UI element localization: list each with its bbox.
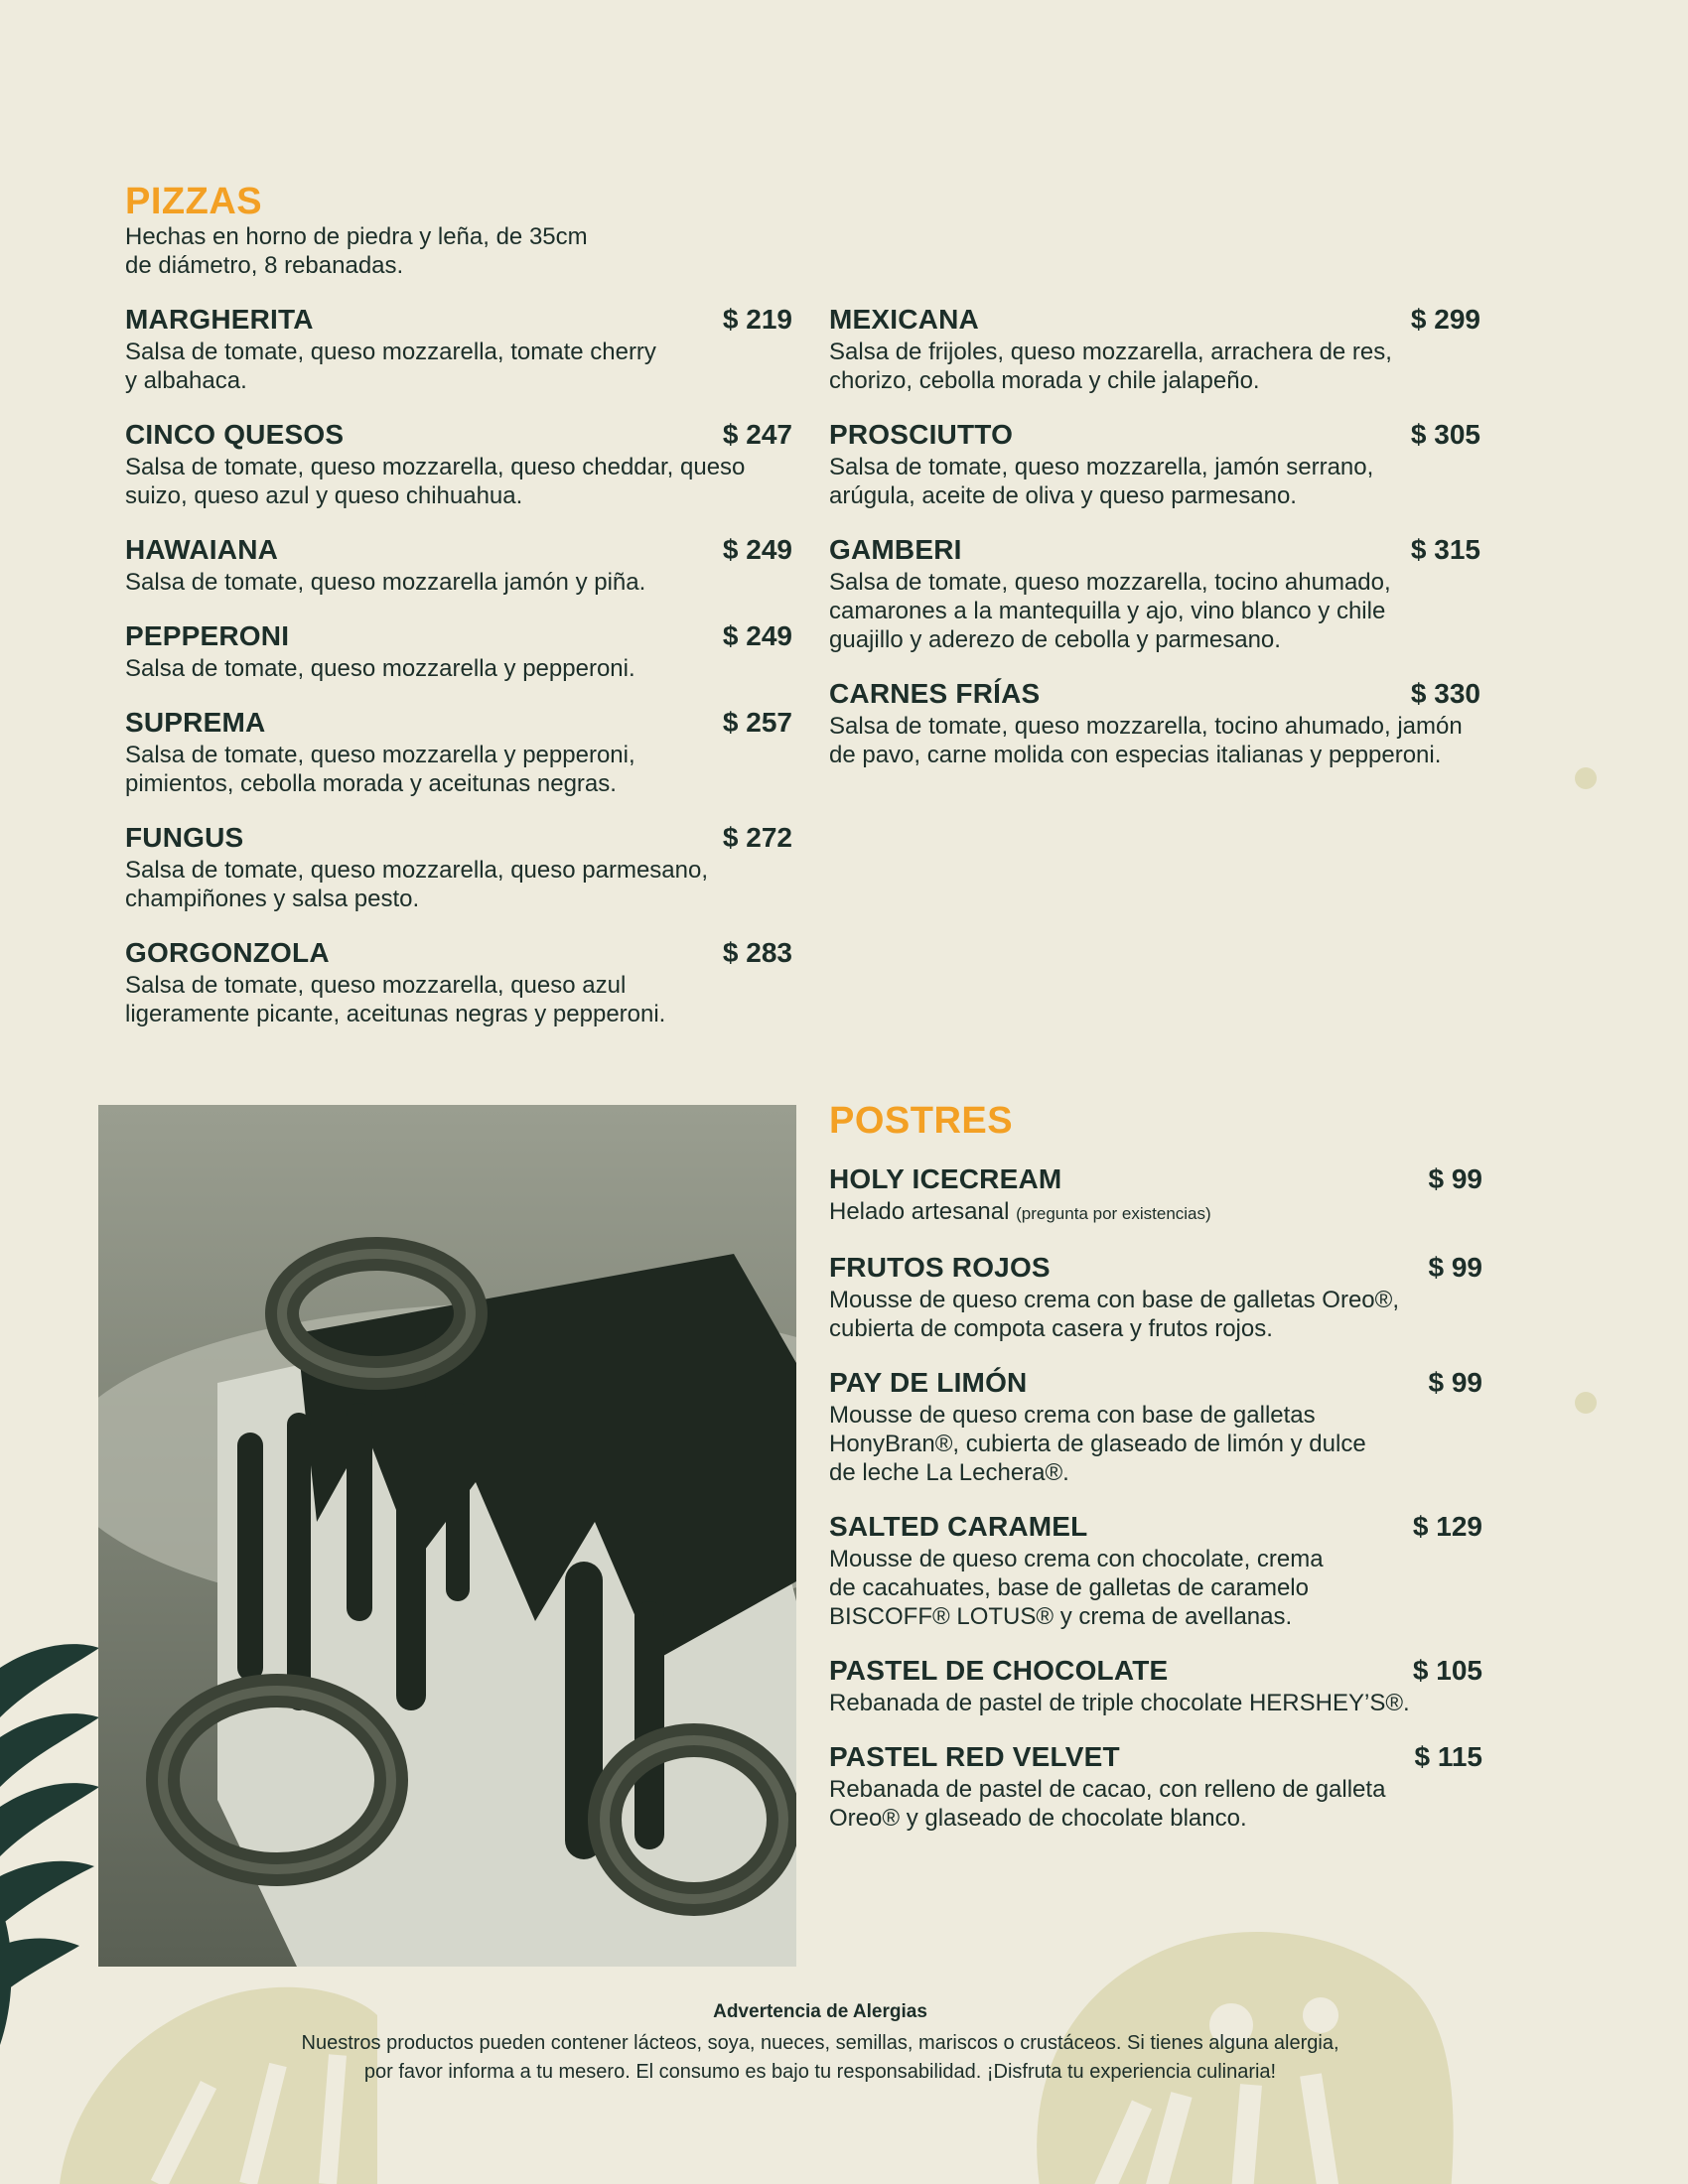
desc-line: pimientos, cebolla morada y aceitunas negras.: [125, 770, 617, 797]
item-price: $ 315: [1410, 534, 1480, 565]
item-price: $ 330: [1410, 678, 1480, 709]
item-desc: [125, 856, 792, 913]
item-price: $ 219: [722, 304, 792, 335]
item-price: $ 249: [722, 534, 792, 565]
item-price: $ 99: [1428, 1367, 1482, 1398]
desc-line: de cacahuates, base de galletas de caramelo: [829, 1574, 1309, 1601]
desc-line: camarones a la mantequilla y ajo, vino blanco y chile: [829, 598, 1386, 624]
menu-item: [829, 1655, 1482, 1717]
desc-line: Salsa de tomate, queso mozzarella jamón y piña.: [125, 569, 646, 596]
item-note: (pregunta por existencias): [1016, 1204, 1211, 1223]
item-name: FUNGUS: [125, 822, 244, 853]
item-name: SALTED CARAMEL: [829, 1511, 1088, 1542]
menu-item: [829, 1163, 1482, 1228]
menu-item: [125, 304, 792, 395]
item-name: MEXICANA: [829, 304, 979, 335]
menu-item: [125, 707, 792, 798]
desc-line: Salsa de tomate, queso mozzarella y pepperoni.: [125, 655, 635, 682]
menu-item: [829, 1741, 1482, 1833]
pizzas-intro: [125, 222, 588, 280]
allergy-title: Advertencia de Alergias: [713, 2001, 927, 2022]
desc-line: de leche La Lechera®.: [829, 1459, 1069, 1486]
desc-line: ligeramente picante, aceitunas negras y pepperoni.: [125, 1001, 666, 1027]
item-desc: [829, 1197, 1482, 1228]
item-desc: [829, 568, 1500, 654]
intro-line: Hechas en horno de piedra y leña, de 35cm: [125, 223, 588, 250]
item-desc: [829, 338, 1500, 395]
desc-line: Oreo® y glaseado de chocolate blanco.: [829, 1805, 1247, 1832]
item-desc: [829, 1286, 1482, 1343]
pizzas-left-column: [125, 304, 792, 1052]
item-desc: [125, 971, 792, 1028]
menu-item: [125, 419, 792, 510]
menu-item: [829, 1511, 1482, 1631]
item-price: $ 99: [1428, 1163, 1482, 1194]
item-desc: [125, 568, 792, 597]
item-desc: [829, 1545, 1482, 1631]
menu-item: [829, 304, 1500, 395]
menu-item: [829, 1252, 1482, 1343]
item-name: FRUTOS ROJOS: [829, 1252, 1051, 1283]
item-price: $ 105: [1412, 1655, 1482, 1686]
item-price: $ 129: [1412, 1511, 1482, 1542]
desc-line: Salsa de tomate, queso mozzarella, queso azul: [125, 972, 627, 999]
desc-line: Salsa de tomate, queso mozzarella, jamón serrano,: [829, 454, 1374, 480]
desc-line: champiñones y salsa pesto.: [125, 886, 420, 912]
desc-line: Helado artesanal: [829, 1198, 1010, 1225]
menu-item: [125, 937, 792, 1028]
item-name: HAWAIANA: [125, 534, 279, 565]
item-price: $ 283: [722, 937, 792, 968]
item-desc: [125, 654, 792, 683]
item-price: $ 99: [1428, 1252, 1482, 1283]
menu-item: [125, 534, 792, 597]
allergy-line: por favor informa a tu mesero. El consumo es bajo tu responsabilidad. ¡Disfruta tu experiencia culinaria!: [363, 2061, 1277, 2083]
postres-title: POSTRES: [829, 1100, 1014, 1142]
item-name: HOLY ICECREAM: [829, 1163, 1062, 1194]
desc-line: Salsa de tomate, queso mozzarella, queso parmesano,: [125, 857, 709, 884]
item-price: $ 305: [1410, 419, 1480, 450]
postres-column: [829, 1163, 1482, 1856]
item-name: PROSCIUTTO: [829, 419, 1014, 450]
desc-line: Mousse de queso crema con chocolate, crema: [829, 1546, 1324, 1572]
decorative-dot: [1575, 767, 1597, 789]
item-price: $ 115: [1414, 1741, 1482, 1772]
item-desc: [125, 338, 792, 395]
item-name: CINCO QUESOS: [125, 419, 345, 450]
menu-item: [829, 534, 1500, 654]
item-name: CARNES FRÍAS: [829, 678, 1041, 709]
item-desc: [829, 712, 1500, 769]
pizzas-right-column: [829, 304, 1500, 793]
menu-item: [125, 620, 792, 683]
item-name: PEPPERONI: [125, 620, 290, 651]
palm-leaf-icon: [0, 1628, 109, 2065]
desc-line: Rebanada de pastel de cacao, con relleno de galleta: [829, 1776, 1386, 1803]
desc-line: Mousse de queso crema con base de galletas Oreo®,: [829, 1287, 1400, 1313]
item-price: $ 299: [1410, 304, 1480, 335]
item-desc: [125, 453, 792, 510]
desc-line: Salsa de tomate, queso mozzarella, tomate cherry: [125, 339, 656, 365]
desc-line: cubierta de compota casera y frutos rojos.: [829, 1315, 1273, 1342]
desc-line: Salsa de tomate, queso mozzarella, tocino ahumado, jamón: [829, 713, 1463, 740]
allergy-warning: [0, 2001, 1640, 2087]
item-price: $ 272: [722, 822, 792, 853]
desc-line: Salsa de frijoles, queso mozzarella, arrachera de res,: [829, 339, 1392, 365]
desc-line: Salsa de tomate, queso mozzarella y pepperoni,: [125, 742, 635, 768]
item-name: PASTEL DE CHOCOLATE: [829, 1655, 1169, 1686]
item-desc: [829, 1689, 1482, 1717]
dessert-photo: [98, 1105, 796, 1967]
decorative-dot: [1575, 1392, 1597, 1414]
item-desc: [829, 453, 1500, 510]
menu-item: [829, 678, 1500, 769]
desc-line: de pavo, carne molida con especias italianas y pepperoni.: [829, 742, 1442, 768]
item-price: $ 257: [722, 707, 792, 738]
desc-line: chorizo, cebolla morada y chile jalapeño.: [829, 367, 1260, 394]
menu-item: [125, 822, 792, 913]
item-price: $ 247: [722, 419, 792, 450]
menu-item: [829, 1367, 1482, 1487]
desc-line: y albahaca.: [125, 367, 247, 394]
item-price: $ 249: [722, 620, 792, 651]
item-desc: [829, 1401, 1482, 1487]
desc-line: arúgula, aceite de oliva y queso parmesano.: [829, 482, 1297, 509]
intro-line: de diámetro, 8 rebanadas.: [125, 252, 404, 279]
desc-line: HonyBran®, cubierta de glaseado de limón y dulce: [829, 1431, 1366, 1457]
item-name: GORGONZOLA: [125, 937, 330, 968]
pizzas-title: PIZZAS: [125, 181, 263, 222]
desc-line: Rebanada de pastel de triple chocolate HERSHEY’S®.: [829, 1690, 1410, 1716]
item-name: PASTEL RED VELVET: [829, 1741, 1120, 1772]
item-name: GAMBERI: [829, 534, 962, 565]
desc-line: BISCOFF® LOTUS® y crema de avellanas.: [829, 1603, 1293, 1630]
item-desc: [125, 741, 792, 798]
desc-line: suizo, queso azul y queso chihuahua.: [125, 482, 523, 509]
desc-line: guajillo y aderezo de cebolla y parmesano.: [829, 626, 1281, 653]
desc-line: Mousse de queso crema con base de galletas: [829, 1402, 1316, 1429]
item-name: SUPREMA: [125, 707, 266, 738]
desc-line: Salsa de tomate, queso mozzarella, queso cheddar, queso: [125, 454, 746, 480]
desc-line: Salsa de tomate, queso mozzarella, tocino ahumado,: [829, 569, 1391, 596]
item-name: PAY DE LIMÓN: [829, 1367, 1028, 1398]
allergy-line: Nuestros productos pueden contener lácteos, soya, nueces, semillas, mariscos o crustáceos. Si tienes alguna alergia,: [301, 2032, 1339, 2054]
menu-item: [829, 419, 1500, 510]
item-name: MARGHERITA: [125, 304, 314, 335]
cheesecake-pretzel-image: [98, 1105, 796, 1967]
item-desc: [829, 1775, 1482, 1833]
